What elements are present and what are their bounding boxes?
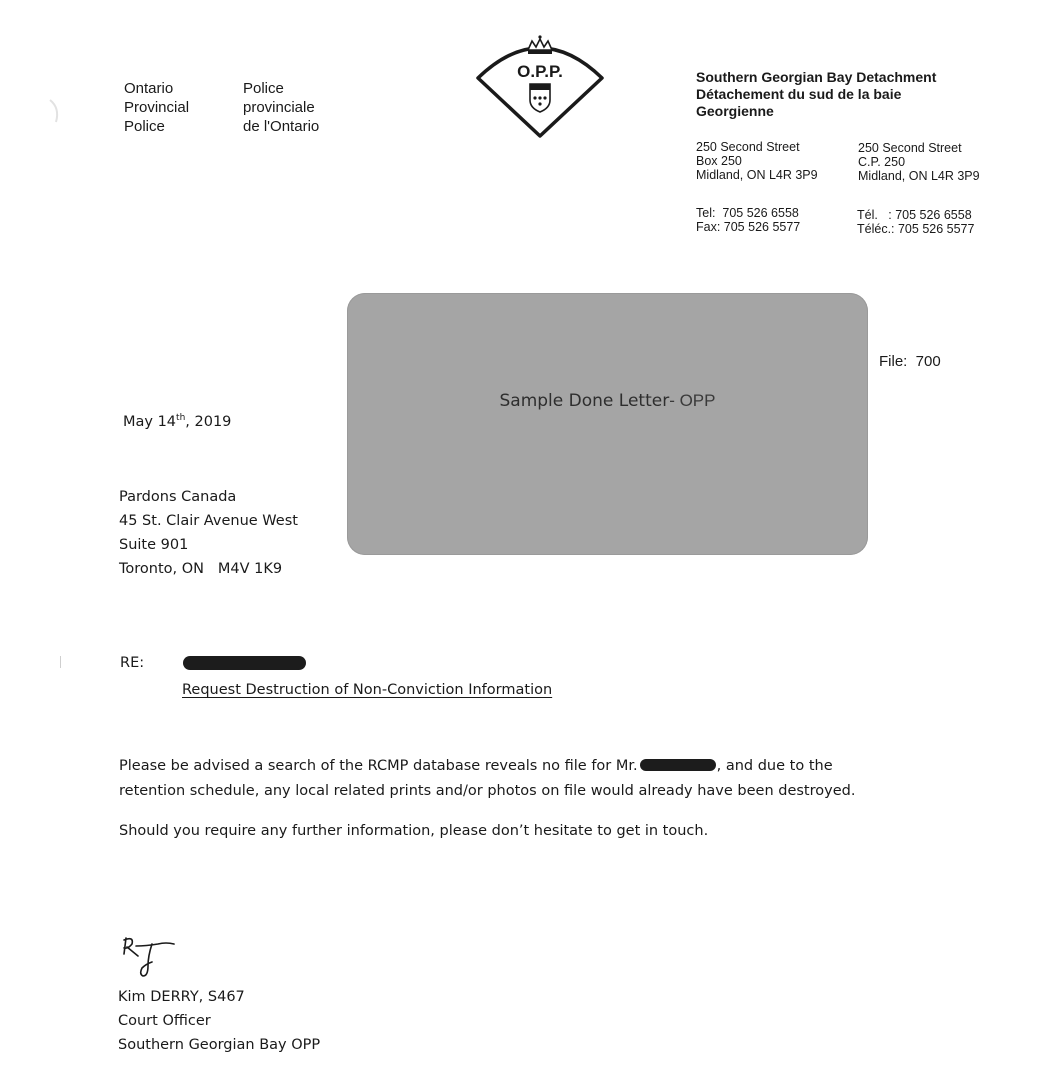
detachment-name xyxy=(696,69,936,120)
date-ordinal: th xyxy=(176,413,186,424)
re-label: RE: xyxy=(120,655,145,671)
opp-crest-logo xyxy=(474,28,606,140)
detachment-line: Southern Georgian Bay Detachment xyxy=(696,69,937,85)
org-fr-line: de l'Ontario xyxy=(243,118,320,135)
recipient-address xyxy=(119,485,298,581)
address-line: 250 Second Street xyxy=(858,141,962,155)
logo-text: O.P.P. xyxy=(517,62,563,81)
org-en-line: Ontario xyxy=(124,80,174,97)
recipient-line: 45 St. Clair Avenue West xyxy=(119,513,298,529)
signoff-line: Court Officer xyxy=(118,1013,211,1029)
contact-line: Téléc.: 705 526 5577 xyxy=(857,222,975,236)
contact-line: Tel: 705 526 6558 xyxy=(696,206,799,220)
signoff-line: Southern Georgian Bay OPP xyxy=(118,1037,321,1053)
watermark-suffix: - OPP xyxy=(669,391,716,410)
signoff-line: Kim DERRY, S467 xyxy=(118,989,245,1005)
org-fr-line: provinciale xyxy=(243,99,315,116)
subject-line: Request Destruction of Non-Conviction Information xyxy=(182,682,553,698)
recipient-line: Pardons Canada xyxy=(119,489,237,505)
margin-smudge xyxy=(48,98,62,124)
redaction-bar xyxy=(640,759,716,771)
paragraph-line xyxy=(119,754,855,779)
org-en-line: Police xyxy=(124,118,165,135)
address-line: Midland, ON L4R 3P9 xyxy=(696,168,818,182)
signature-block xyxy=(118,985,320,1057)
address-line: 250 Second Street xyxy=(696,140,800,154)
body-paragraph: Should you require any further information, please don’t hesitate to get in touch. xyxy=(119,823,709,839)
org-en-line: Provincial xyxy=(124,99,190,116)
letter-date xyxy=(123,414,231,430)
shield-icon xyxy=(530,84,550,112)
org-name-english xyxy=(124,79,189,136)
date-prefix: May 14 xyxy=(123,414,177,430)
handwritten-signature xyxy=(118,932,180,980)
date-suffix: , 2019 xyxy=(185,414,232,430)
crown-icon xyxy=(528,35,552,54)
org-name-french xyxy=(243,79,319,136)
detachment-line: Georgienne xyxy=(696,103,774,119)
org-fr-line: Police xyxy=(243,80,284,97)
address-english xyxy=(696,140,818,182)
detachment-line: Détachement du sud de la baie xyxy=(696,86,902,102)
contact-english xyxy=(696,206,800,234)
watermark-text xyxy=(347,391,868,411)
address-french xyxy=(858,141,980,183)
margin-tick xyxy=(60,656,61,668)
watermark-main: Sample Done Letter xyxy=(499,391,670,411)
recipient-line: Suite 901 xyxy=(119,537,189,553)
address-line: Box 250 xyxy=(696,154,742,168)
contact-line: Tél. : 705 526 6558 xyxy=(857,208,972,222)
para1-text-a: Please be advised a search of the RCMP database reveals no file for Mr. xyxy=(119,758,638,774)
file-number: File: 700 xyxy=(879,353,941,370)
body-paragraph xyxy=(119,754,855,804)
para1-text-b: , and due to the xyxy=(716,758,833,774)
address-line: C.P. 250 xyxy=(858,155,906,169)
paragraph-line: retention schedule, any local related prints and/or photos on file would already have been destroyed. xyxy=(119,783,856,799)
sample-watermark-box xyxy=(347,293,868,555)
recipient-line: Toronto, ON M4V 1K9 xyxy=(119,561,283,577)
contact-french xyxy=(857,208,974,236)
contact-line: Fax: 705 526 5577 xyxy=(696,220,801,234)
address-line: Midland, ON L4R 3P9 xyxy=(858,169,980,183)
redaction-bar xyxy=(183,656,306,670)
